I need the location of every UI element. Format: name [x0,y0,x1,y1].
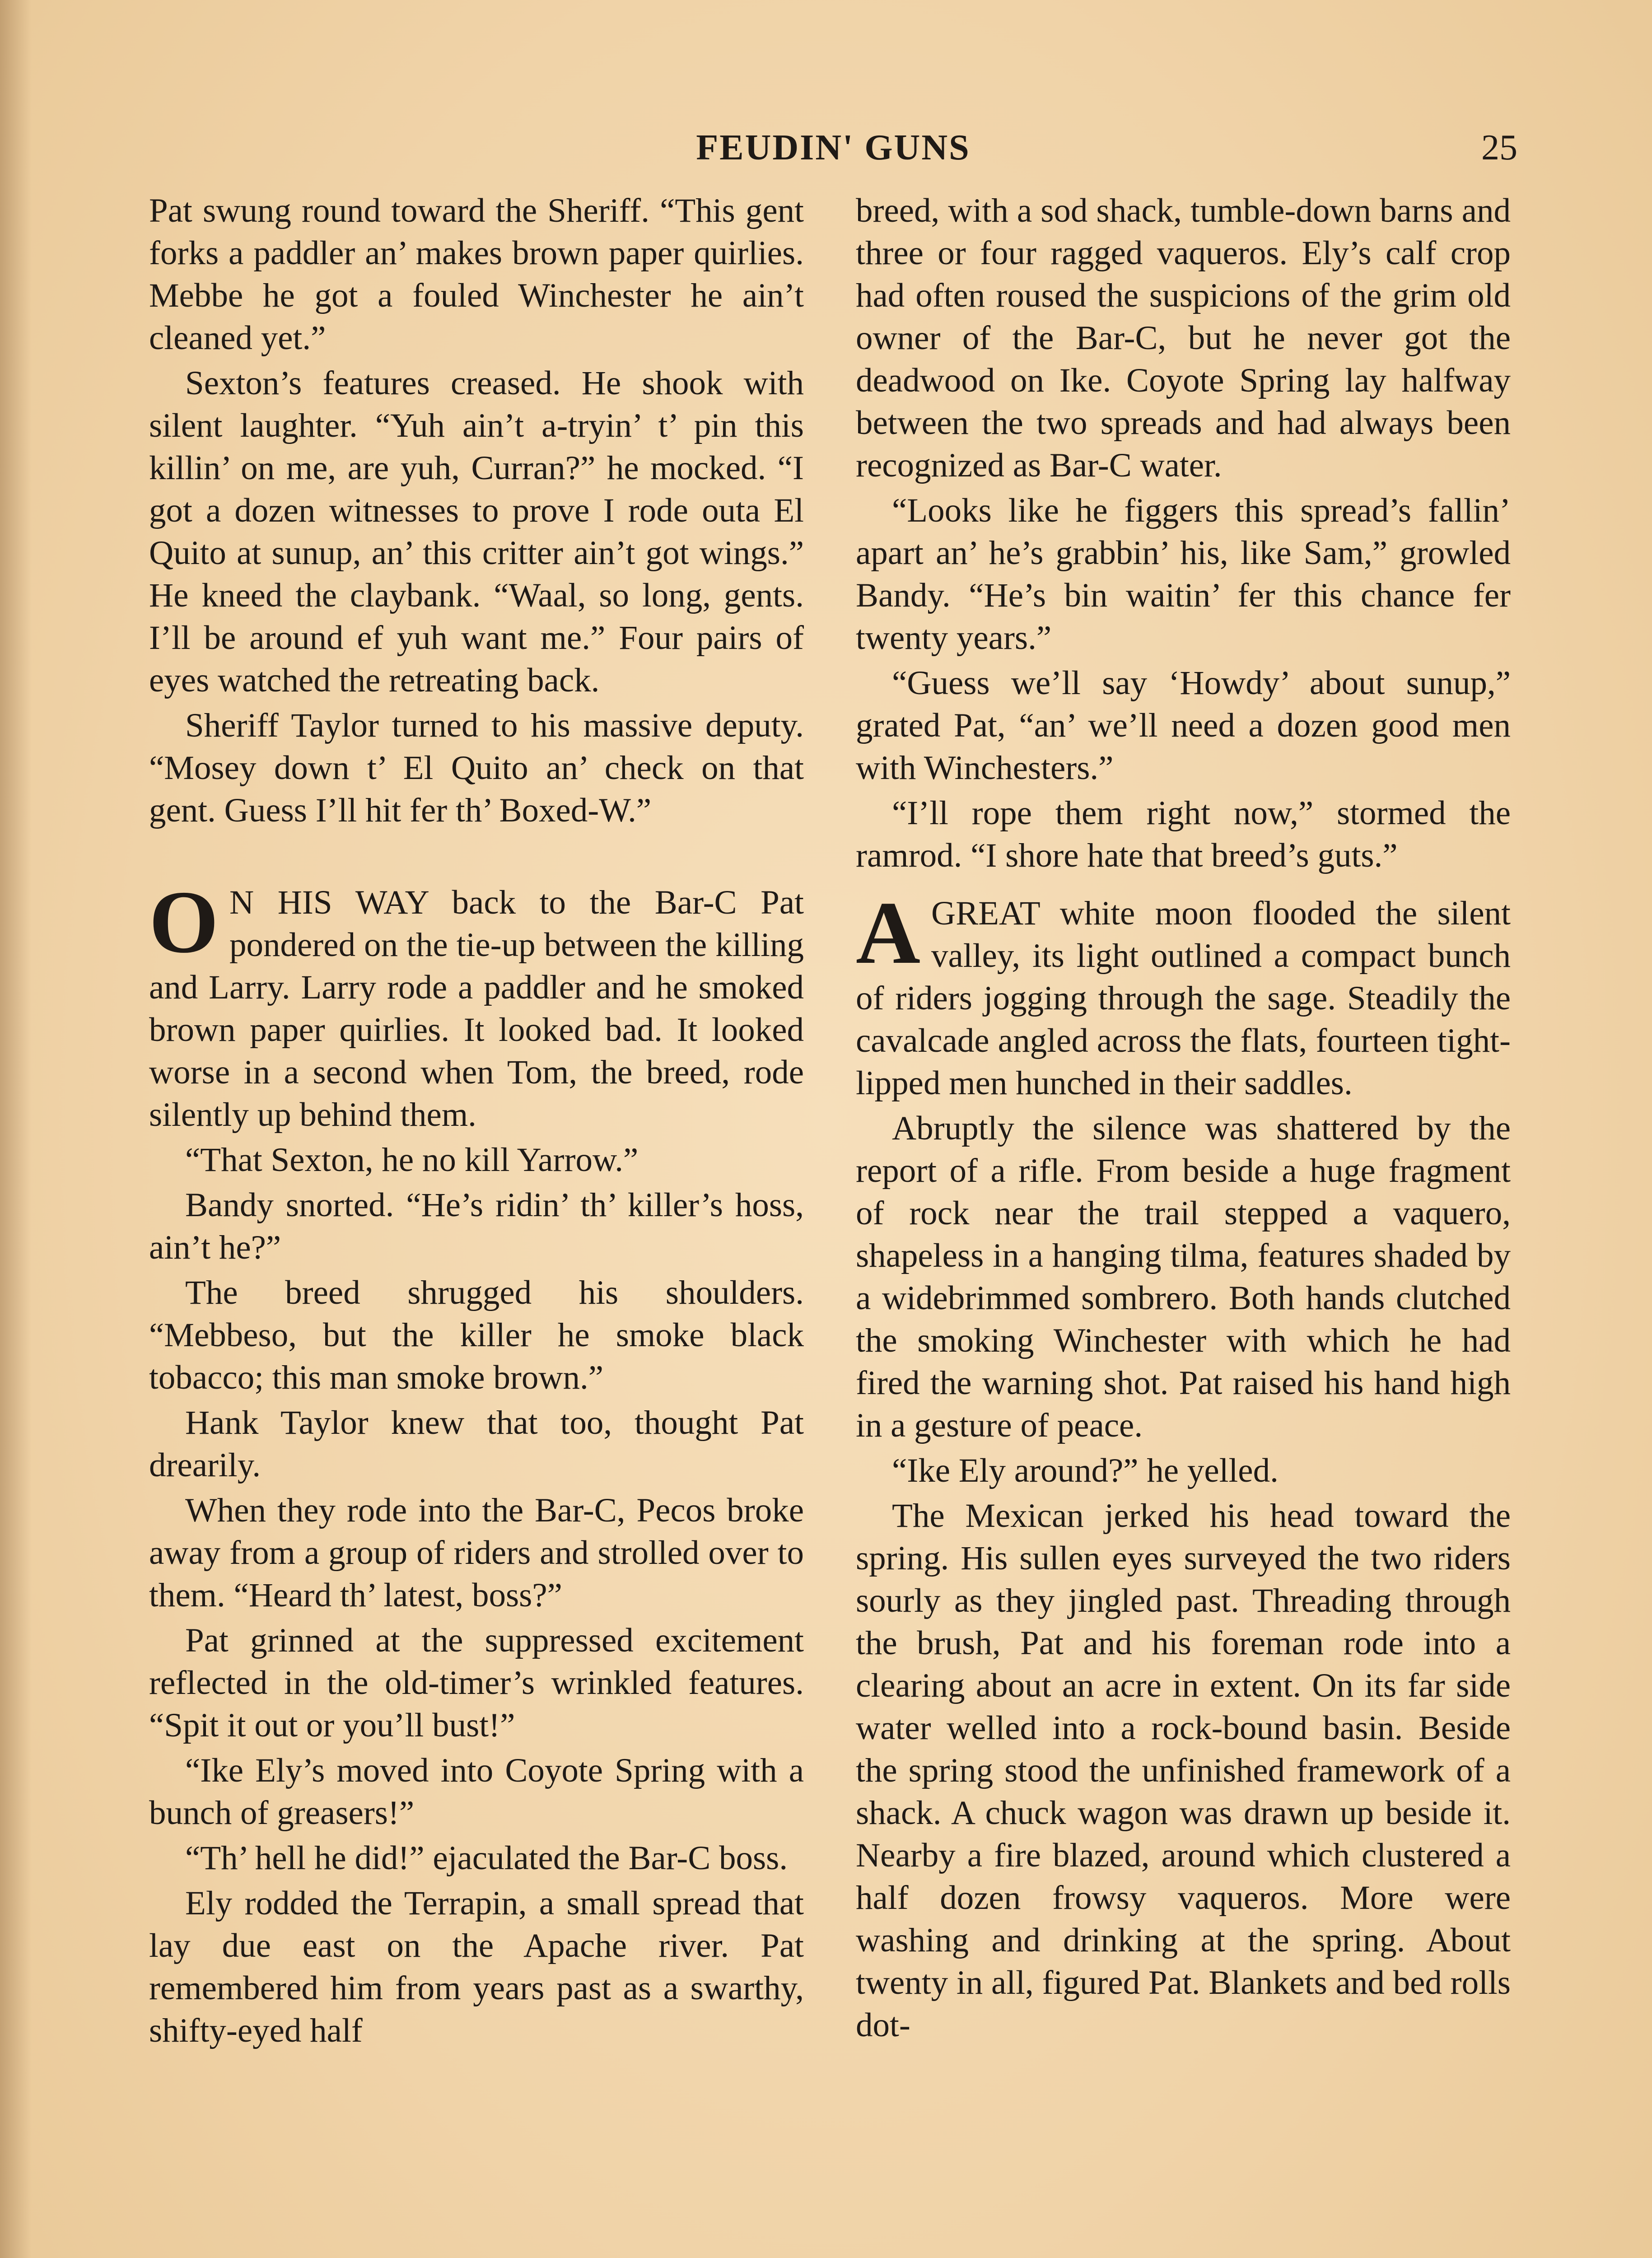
paragraph: Sheriff Taylor turned to his massive deputy. “Mosey down t’ El Quito an’ check on that gent. Guess I’ll hit fer th’ Boxed-W.” [149,707,804,829]
page-edge-shadow [0,0,32,2258]
page-number: 25 [1481,128,1517,168]
paragraph: “Ike Ely’s moved into Coyote Spring with a bunch of greasers!” [149,1752,804,1832]
paragraph: “I’ll rope them right now,” stormed the ramrod. “I shore hate that breed’s guts.” [856,794,1511,874]
lead-in: GREAT [931,895,1040,932]
left-column [149,190,804,2055]
paragraph: Hank Taylor knew that too, thought Pat drearily. [149,1404,804,1484]
paragraph: The breed shrugged his shoulders. “Mebbeso, but the killer he smoke black tobacco; this man smoke brown.” [149,1274,804,1396]
drop-cap: A [856,883,920,982]
paragraph-text: white moon flooded the silent valley, its light outlined a compact bunch of riders jogging through the sage. Steadily the cavalcade angled across the flats, fourteen tight-lipped men hunched in their saddles. [856,895,1511,1102]
paragraph: Sexton’s features creased. He shook with silent laughter. “Yuh ain’t a-tryin’ t’ pin this killin’ on me, are yuh, Curran?” he mocked. “I got a dozen witnesses to prove I rode outa El Quito at sunup, an’ this critter ain’t got wings.” He kneed the claybank. “Waal, so long, gents. I’ll be around ef yuh want me.” Four pairs of eyes watched the retreating back. [149,364,804,699]
paragraph-text: back to the Bar-C Pat pondered on the tie-up between the killing and Larry. Larry rode a paddler and he smoked brown paper quirlies. It looked bad. It looked worse in a second when Tom, the breed, rode silently up behind them. [149,884,804,1134]
paragraph: Ely rodded the Terrapin, a small spread that lay due east on the Apache river. Pat remembered him from years past as a swarthy, shifty-eyed half [149,1885,804,2049]
paragraph: “That Sexton, he no kill Yarrow.” [185,1141,639,1179]
paragraph: When they rode into the Bar-C, Pecos broke away from a group of riders and strolled over to them. “Heard th’ latest, boss?” [149,1492,804,1614]
drop-cap: O [149,872,219,971]
paragraph: “Ike Ely around?” he yelled. [892,1452,1279,1489]
paragraph: Bandy snorted. “He’s ridin’ th’ killer’s hoss, ain’t he?” [149,1186,804,1266]
paragraph: “Guess we’ll say ‘Howdy’ about sunup,” grated Pat, “an’ we’ll need a dozen good men with Winchesters.” [856,664,1511,787]
right-column [856,190,1511,2049]
paragraph: Pat grinned at the suppressed excitement reflected in the old-timer’s wrinkled features. “Spit it out or you’ll bust!” [149,1622,804,1744]
running-title: FEUDIN' GUNS [696,128,971,168]
paragraph: The Mexican jerked his head toward the spring. His sullen eyes surveyed the two riders sourly as they jingled past. Threading through the brush, Pat and his foreman rode into a clearing about an acre in extent. On its far side water welled into a rock-bound basin. Beside the spring stood the unfinished framework of a shack. A chuck wagon was drawn up beside it. Nearby a fire blazed, around which clustered a half dozen frowsy vaqueros. More were washing and drinking at the spring. About twenty in all, figured Pat. Blankets and bed rolls dot- [856,1497,1511,2044]
section-opening-paragraph [149,872,804,1136]
paragraph: Abruptly the silence was shattered by the report of a rifle. From beside a huge fragment of rock near the trail stepped a vaquero, shapeless in a hanging tilma, features shaded by a widebrimmed sombrero. Both hands clutched the smoking Winchester with which he had fired the warning shot. Pat raised his hand high in a gesture of peace. [856,1110,1511,1444]
page-header [149,127,1517,177]
paragraph: breed, with a sod shack, tumble-down barns and three or four ragged vaqueros. Ely’s calf crop had often roused the suspicions of the grim old owner of the Bar-C, but he never got the deadwood on Ike. Coyote Spring lay halfway between the two spreads and had always been recognized as Bar-C water. [856,192,1511,484]
section-opening-paragraph [856,883,1511,1105]
paragraph: “Looks like he figgers this spread’s fallin’ apart an’ he’s grabbin’ his, like Sam,” growled Bandy. “He’s bin waitin’ fer this chance fer twenty years.” [856,492,1511,657]
lead-in: N HIS WAY [229,884,428,921]
paragraph: Pat swung round toward the Sheriff. “This gent forks a paddler an’ makes brown paper quirlies. Mebbe he got a fouled Winchester he ain’t cleaned yet.” [149,192,804,357]
paragraph: “Th’ hell he did!” ejaculated the Bar-C boss. [185,1839,788,1877]
